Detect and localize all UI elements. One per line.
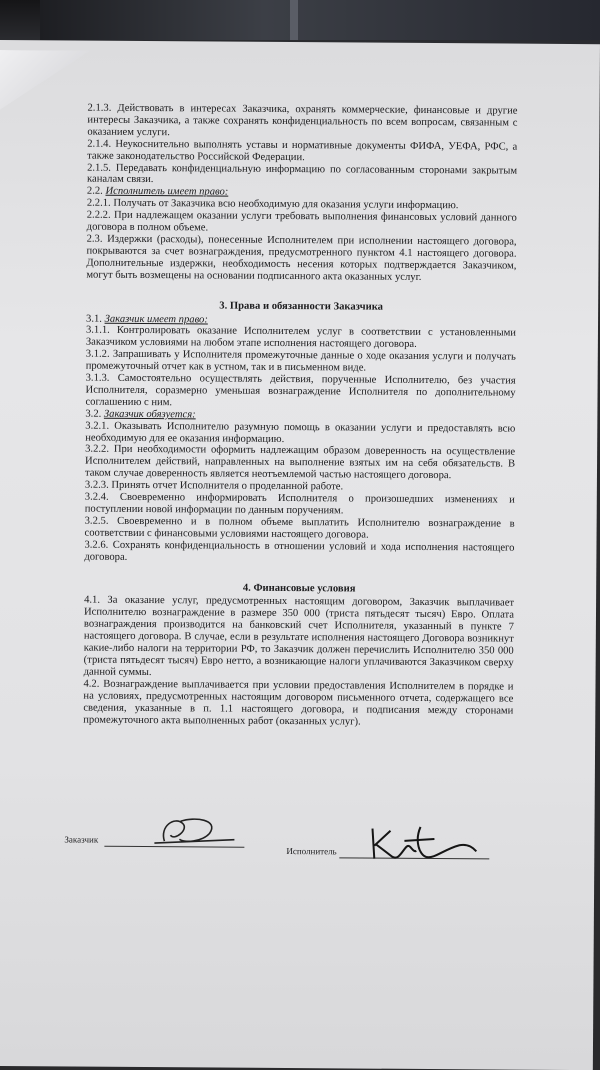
clause-3-1-heading: Заказчик имеет право: xyxy=(104,313,208,325)
clause-2-1-4: 2.1.4. Неукоснительно выполнять уставы и нормативные документы ФИФА, УЕФА, РФС, а также законодательство Российской Федерации. xyxy=(87,138,518,163)
document-body xyxy=(83,103,517,729)
document-page xyxy=(0,40,600,1070)
clause-3-2-2: 3.2.2. При необходимости оформить надлежащим образом доверенность на осуществление Исполнителем действий, направленных на выполнение взятых им на себя обязательств. В таком случае доверенность является неотъемлемой частью настоящего договора. xyxy=(84,444,516,482)
clause-2-2-heading: Исполнитель имеет право: xyxy=(105,186,229,198)
executor-label: Исполнитель xyxy=(286,846,337,857)
clause-2-1-5: 2.1.5. Передавать конфиденциальную информацию по согласованным сторонами закрытым каналам связи. xyxy=(86,162,518,186)
clause-3-2-6: 3.2.6. Сохранять конфиденциальность в отношении условий и хода исполнения настоящего договора. xyxy=(84,539,515,563)
background-object xyxy=(40,0,600,40)
customer-label: Заказчик xyxy=(64,834,99,845)
clause-3-2-1: 3.2.1. Оказывать Исполнителю разумную помощь в оказании услуги и предоставлять всю необходимую для ее оказания информацию. xyxy=(85,420,516,445)
clause-3-2-3: 3.2.3. Принять отчет Исполнителя о проделанной работе. xyxy=(84,479,344,493)
clause-3-1-2: 3.1.2. Запрашивать у Исполнителя промежуточные данные о ходе оказания услуги и получать промежуточный отчет как в устном, так и в письменном виде. xyxy=(85,348,516,374)
page-fold xyxy=(0,50,90,111)
clause-2-1-3: 2.1.3. Действовать в интересах Заказчика, охранять коммерческие, финансовые и другие интересы Заказчика, а также сохранять конфиденциальность по всем вопросам, связанным с оказанием услуги. xyxy=(87,102,518,139)
signature-block xyxy=(64,810,534,883)
clause-3-2-4: 3.2.4. Своевременно информировать Исполнителя о произошедших изменениях и поступлении новой информации по данным поручениям. xyxy=(84,491,515,517)
clause-3-2-heading: Заказчик обязуется: xyxy=(103,408,196,421)
clause-2-2-2: 2.2.2. При надлежащем оказании услуги требовать выполнения финансовых условий данного договора в полном объеме. xyxy=(86,209,517,234)
clause-3-2-prefix: 3.2. xyxy=(85,408,104,420)
clause-2-2-1: 2.2.1. Получать от Заказчика всю необходимую для оказания услуги информацию. xyxy=(86,197,459,212)
clause-4-2: 4.2. Вознаграждение выплачивается при условии предоставления Исполнителем в порядке и на условиях, предусмотренных настоящим договором письменного отчета, содержащего все сведения, указанные в п. 1.1 настоящего договора, и подписания между сторонами промежуточного акта выполненных работ (оказанных услуг). xyxy=(83,678,514,728)
clause-3-1-prefix: 3.1. xyxy=(86,313,105,325)
executor-signature-icon xyxy=(364,821,484,867)
section-4-title: 4. Финансовые условия xyxy=(242,582,356,595)
customer-signature-icon xyxy=(134,811,244,852)
clause-4-1: 4.1. За оказание услуг, предусмотренных настоящим договором, Заказчик выплачивает Исполнителю вознаграждение в размере 350 000 (триста пятьдесят тысяч) Евро. Оплата вознаграждения производится на банковский счет Исполнителя, указанный в пункте 7 настоящего договора. В случае, если в результате исполнения настоящего Договора возникнут какие-либо налоги на территории РФ, то Заказчик должен перечислить Исполнителю 350 000 (триста пятьдесят тысяч) Евро нетто, а возникающие налоги уплачиваются Заказчиком сверху данной суммы. xyxy=(83,595,515,678)
clause-3-2-5: 3.2.5. Своевременно и в полном объеме выплатить Исполнителю вознаграждение в соответствии с финансовыми условиями настоящего договора. xyxy=(84,515,515,541)
clause-3-1-3: 3.1.3. Самостоятельно осуществлять действия, порученные Исполнителю, без участия Исполнителя, соразмерно уменьшая вознаграждение Исполнителя по дополнительному соглашению с ним. xyxy=(85,372,516,409)
clause-3-1-1: 3.1.1. Контролировать оказание Исполнителем услуг в соответствии с установленными Заказчиком условиями на любом этапе исполнения настоящего договора. xyxy=(85,325,517,351)
clause-2-2-prefix: 2.2. xyxy=(86,185,106,198)
clause-2-3: 2.3. Издержки (расходы), понесенные Исполнителем при исполнении настоящего договора, покрываются за счет вознаграждения, предусмотренного пунктом 4.1 настоящего договора. Дополнительные издержки, необходимость несения которых подтверждается Заказчиком, могут быть возмещены на основании подписанного акта оказанных услуг. xyxy=(86,233,517,283)
section-3-title: 3. Права и обязанности Заказчика xyxy=(219,300,384,313)
